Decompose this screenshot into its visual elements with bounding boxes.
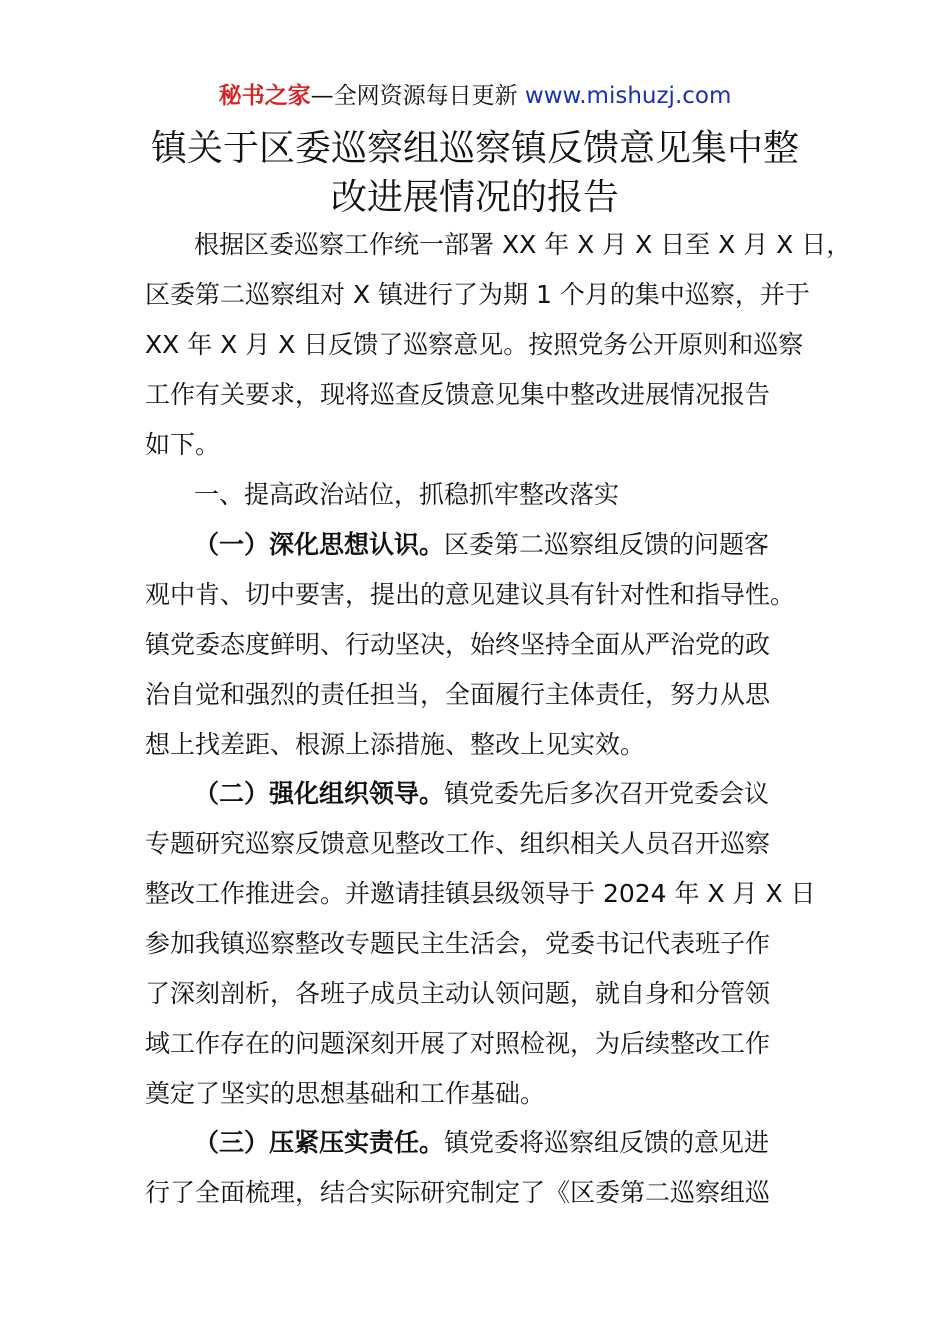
title-line-1: 镇关于区委巡察组巡察镇反馈意见集中整 xyxy=(150,128,799,169)
intro-line-3: XX 年 X 月 X 日反馈了巡察意见。按照党务公开原则和巡察 xyxy=(145,330,804,359)
intro-line-5: 如下。 xyxy=(145,430,221,459)
site-url-link[interactable]: www.mishuzj.com xyxy=(524,83,732,109)
brand-name: 秘书之家 xyxy=(218,83,311,109)
para2-line-5: 了深刻剖析，各班子成员主动认领问题，就自身和分管领 xyxy=(145,979,771,1008)
header-tagline: —全网资源每日更新 xyxy=(310,83,518,109)
para2-line-3: 整改工作推进会。并邀请挂镇县级领导于 2024 年 X 月 X 日 xyxy=(145,879,816,908)
para2-first-line xyxy=(194,778,769,810)
para2-line-4: 参加我镇巡察整改专题民主生活会，党委书记代表班子作 xyxy=(145,929,771,958)
para2-line-6: 域工作存在的问题深刻开展了对照检视，为后续整改工作 xyxy=(145,1029,771,1058)
site-header xyxy=(0,80,950,112)
para1-first-line xyxy=(194,529,769,561)
para3-first-text: 镇党委将巡察组反馈的意见进 xyxy=(444,1128,770,1157)
para1-line-2: 观中肯、切中要害，提出的意见建议具有针对性和指导性。 xyxy=(145,580,796,609)
intro-line-1: 根据区委巡察工作统一部署 XX 年 X 月 X 日至 X 月 X 日， xyxy=(194,230,852,259)
para1-line-3: 镇党委态度鲜明、行动坚决，始终坚持全面从严治党的政 xyxy=(145,630,771,659)
para1-line-4: 治自觉和强烈的责任担当，全面履行主体责任，努力从思 xyxy=(145,680,771,709)
para2-line-7: 奠定了坚实的思想基础和工作基础。 xyxy=(145,1079,546,1108)
para3-first-line xyxy=(194,1127,769,1159)
para3-line-2: 行了全面梳理，结合实际研究制定了《区委第二巡察组巡 xyxy=(145,1178,771,1207)
document-title xyxy=(120,124,830,222)
para3-bold-lead: （三）压紧压实责任。 xyxy=(194,1128,445,1157)
para2-first-text: 镇党委先后多次召开党委会议 xyxy=(444,779,770,808)
para1-bold-lead: （一）深化思想认识。 xyxy=(194,530,445,559)
section-heading-1: 一、提高政治站位，抓稳抓牢整改落实 xyxy=(194,480,620,509)
para1-first-text: 区委第二巡察组反馈的问题客 xyxy=(444,530,770,559)
title-line-2: 改进展情况的报告 xyxy=(330,177,619,218)
intro-line-2: 区委第二巡察组对 X 镇进行了为期 1 个月的集中巡察，并于 xyxy=(145,280,810,309)
intro-line-4: 工作有关要求，现将巡查反馈意见集中整改进展情况报告 xyxy=(145,380,771,409)
para2-bold-lead: （二）强化组织领导。 xyxy=(194,779,445,808)
para2-line-2: 专题研究巡察反馈意见整改工作、组织相关人员召开巡察 xyxy=(145,829,771,858)
para1-line-5: 想上找差距、根源上添措施、整改上见实效。 xyxy=(145,730,646,759)
